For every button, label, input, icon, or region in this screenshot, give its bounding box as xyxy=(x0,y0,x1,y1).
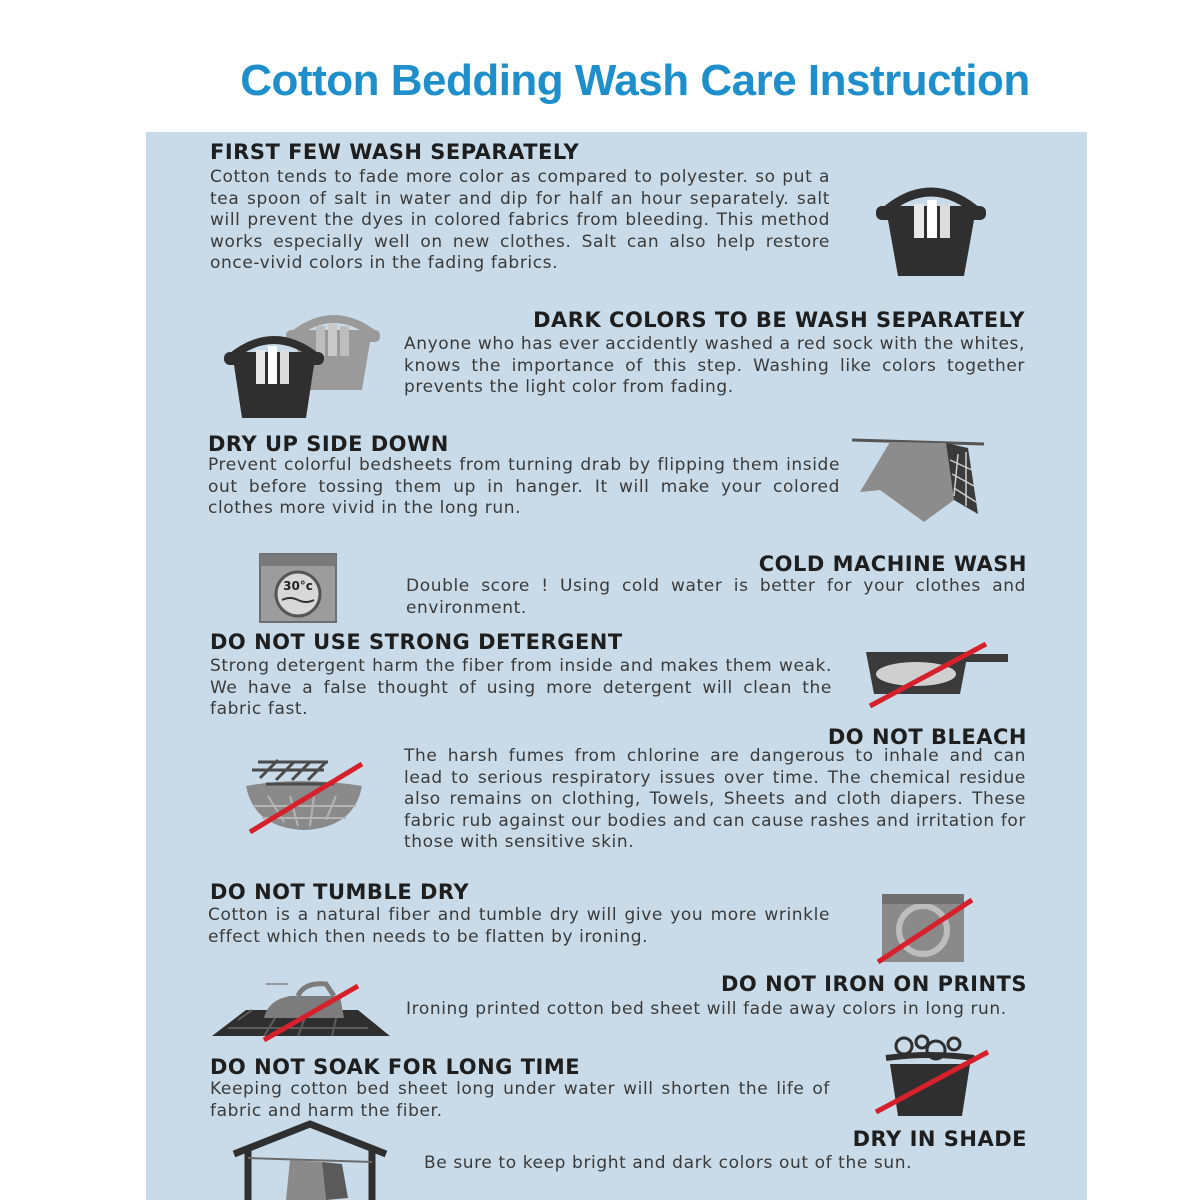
text-no-iron: Ironing printed cotton bed sheet will fade away colors in long run. xyxy=(406,999,1007,1019)
temperature-label: 30°c xyxy=(283,579,313,593)
heading-no-tumble-dry: DO NOT TUMBLE DRY xyxy=(210,880,470,904)
heading-dry-upside-down: DRY UP SIDE DOWN xyxy=(208,432,449,456)
text-dry-upside-down: Prevent colorful bedsheets from turning drab by flipping them inside out before tossing them up in hanger. It will make your colored clothes more vivid in the long run. xyxy=(208,455,840,519)
heading-no-bleach: DO NOT BLEACH xyxy=(827,725,1027,749)
page-title: Cotton Bedding Wash Care Instruction xyxy=(240,56,1030,105)
no-iron-icon xyxy=(208,980,392,1042)
text-strong-detergent: Strong detergent harm the fiber from inside and makes them weak. We have a false thought of using more detergent will clean the fabric fast. xyxy=(210,656,832,720)
laundry-basket-icon xyxy=(872,176,990,280)
no-bleach-icon xyxy=(238,756,370,836)
text-no-tumble-dry: Cotton is a natural fiber and tumble dry will give you more wrinkle effect which then needs to be flatten by ironing. xyxy=(208,905,830,947)
text-first-wash: Cotton tends to fade more color as compared to polyester. so put a tea spoon of salt in water and dip for half an hour separately. salt will prevent the dyes in colored fabrics from bleeding. This method works especially well on new clothes. Salt can also help restore once-vivid colors in the fading fabrics. xyxy=(210,167,830,274)
heading-dry-in-shade: DRY IN SHADE xyxy=(852,1127,1027,1151)
clothesline-icon xyxy=(850,430,986,526)
heading-no-iron: DO NOT IRON ON PRINTS xyxy=(720,972,1027,996)
text-cold-wash: Double score ! Using cold water is better for your clothes and environment. xyxy=(406,576,1026,618)
heading-cold-wash: COLD MACHINE WASH xyxy=(758,552,1027,576)
heading-no-soak: DO NOT SOAK FOR LONG TIME xyxy=(210,1055,581,1079)
no-tumble-dry-icon xyxy=(872,892,976,966)
text-dry-in-shade: Be sure to keep bright and dark colors out of the sun. xyxy=(424,1153,913,1173)
heading-dark-colors: DARK COLORS TO BE WASH SEPARATELY xyxy=(533,308,1025,332)
text-dark-colors: Anyone who has ever accidently washed a red sock with the whites, knows the importance of this step. Washing like colors together prevents the light color from fading. xyxy=(404,334,1025,398)
no-soak-icon xyxy=(870,1034,994,1118)
heading-first-wash: FIRST FEW WASH SEPARATELY xyxy=(210,140,580,164)
heading-strong-detergent: DO NOT USE STRONG DETERGENT xyxy=(210,630,623,654)
shade-drying-icon xyxy=(230,1120,390,1200)
text-no-soak: Keeping cotton bed sheet long under water will shorten the life of fabric and harm the fiber. xyxy=(210,1079,830,1121)
text-no-bleach: The harsh fumes from chlorine are dangerous to inhale and can lead to serious respiratory issues over time. The chemical residue also remains on clothing, Towels, Sheets and cloth diapers. These fabric rub against our bodies and can cause rashes and irritation for those with sensitive skin. xyxy=(404,746,1026,853)
washing-machine-icon xyxy=(258,552,338,624)
two-laundry-baskets-icon xyxy=(222,306,382,422)
detergent-scoop-icon xyxy=(860,642,1012,710)
